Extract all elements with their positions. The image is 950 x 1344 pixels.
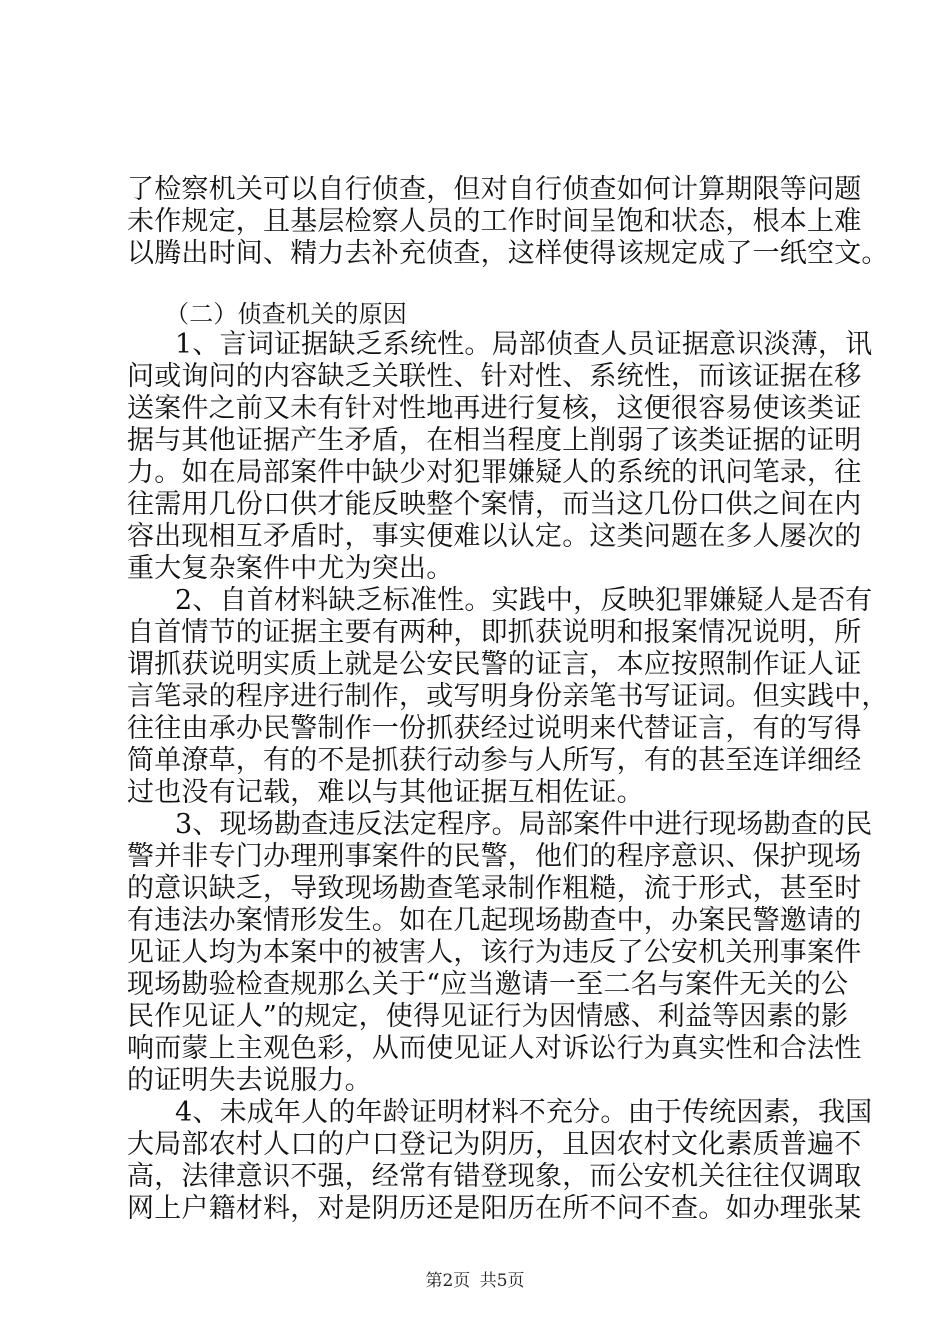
text-line: 见证人均为本案中的被害人，该行为违反了公安机关刑事案件 [127, 937, 862, 968]
text-line: 未作规定，且基层检察人员的工作时间呈饱和状态，根本上难 [127, 206, 862, 237]
text-line: 言笔录的程序进行制作，或写明身份亲笔书写证词。但实践中， [127, 681, 889, 712]
text-line: 容出现相互矛盾时，事实便难以认定。这类问题在多人屡次的 [127, 521, 862, 552]
text-line: 往需用几份口供才能反映整个案情，而当这几份口供之间在内 [127, 489, 862, 520]
text-line: 过也没有记载，难以与其他证据互相佐证。 [127, 777, 644, 808]
text-line: 的证明失去说服力。 [127, 1065, 372, 1096]
paragraph-first-line: 1、言词证据缺乏系统性。局部侦查人员证据意识淡薄，讯 [175, 329, 873, 360]
page-number: 第2页 [425, 1271, 471, 1291]
text-line: 大局部农村人口的户口登记为阴历，且因农村文化素质普遍不 [127, 1129, 862, 1160]
text-line: 谓抓获说明实质上就是公安民警的证言，本应按照制作证人证 [127, 649, 862, 680]
page-footer [0, 1270, 950, 1292]
paragraph-first-line: 4、未成年人的年龄证明材料不充分。由于传统因素，我国 [175, 1097, 873, 1128]
text-line: 据与其他证据产生矛盾，在相当程度上削弱了该类证据的证明 [127, 425, 862, 456]
text-line: 问或询问的内容缺乏关联性、针对性、系统性，而该证据在移 [127, 361, 862, 392]
text-line: 民作见证人”的规定，使得见证行为因情感、利益等因素的影 [127, 1001, 849, 1032]
text-line: 响而蒙上主观色彩，从而使见证人对诉讼行为真实性和合法性 [127, 1033, 862, 1064]
page-total: 共5页 [479, 1271, 525, 1291]
text-line: 往往由承办民警制作一份抓获经过说明来代替证言，有的写得 [127, 713, 862, 744]
paragraph-first-line: 3、现场勘查违反法定程序。局部案件中进行现场勘查的民 [175, 809, 873, 840]
text-line: 警并非专门办理刑事案件的民警，他们的程序意识、保护现场 [127, 841, 862, 872]
text-line: 高，法律意识不强，经常有错登现象，而公安机关往往仅调取 [127, 1161, 862, 1192]
text-line: 简单潦草，有的不是抓获行动参与人所写，有的甚至连详细经 [127, 745, 862, 776]
paragraph-first-line: 2、自首材料缺乏标准性。实践中，反映犯罪嫌疑人是否有 [175, 585, 873, 616]
section-heading: （二）侦查机关的原因 [165, 300, 407, 328]
text-line: 现场勘验检查规那么关于“应当邀请一至二名与案件无关的公 [127, 969, 849, 1000]
text-line: 有违法办案情形发生。如在几起现场勘查中，办案民警邀请的 [127, 905, 862, 936]
text-line: 以腾出时间、精力去补充侦查，这样使得该规定成了一纸空文。 [127, 238, 889, 269]
text-line: 力。如在局部案件中缺少对犯罪嫌疑人的系统的讯问笔录，往 [127, 457, 862, 488]
text-line: 了检察机关可以自行侦查，但对自行侦查如何计算期限等问题 [127, 174, 862, 205]
text-line: 重大复杂案件中尤为突出。 [127, 553, 454, 584]
text-line: 自首情节的证据主要有两种，即抓获说明和报案情况说明，所 [127, 617, 862, 648]
text-line: 送案件之前又未有针对性地再进行复核，这便很容易使该类证 [127, 393, 862, 424]
text-line: 网上户籍材料，对是阴历还是阳历在所不问不查。如办理张某 [127, 1193, 862, 1224]
text-line: 的意识缺乏，导致现场勘查笔录制作粗糙，流于形式，甚至时 [127, 873, 862, 904]
